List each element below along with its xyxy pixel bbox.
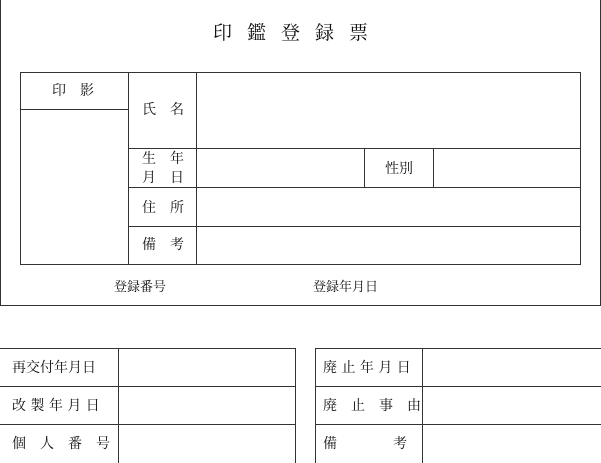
abolition-date-label: 廃 止 年 月 日 (323, 360, 411, 376)
birth-label-line1: 生 年 (142, 151, 184, 167)
birth-date-field[interactable] (197, 149, 364, 187)
gender-left-divider (364, 148, 365, 187)
address-label: 住 所 (142, 200, 184, 216)
abolition-reason-field[interactable] (423, 387, 601, 424)
abolition-date-field[interactable] (423, 349, 601, 386)
personal-number-field[interactable] (119, 425, 295, 463)
gender-field[interactable] (434, 149, 580, 187)
seal-impression-area[interactable] (21, 110, 127, 264)
address-field[interactable] (197, 188, 580, 226)
name-field[interactable] (197, 73, 580, 148)
reissue-date-field[interactable] (119, 349, 295, 386)
abolition-remarks-label: 備 考 (323, 436, 407, 452)
remake-date-label: 改 製 年 月 日 (12, 398, 100, 414)
remarks-label: 備 考 (142, 237, 184, 253)
abolition-remarks-field[interactable] (423, 425, 601, 463)
registration-number-label: 登録番号 (114, 280, 167, 295)
personal-number-label: 個 人 番 号 (12, 436, 110, 452)
gender-label: 性別 (385, 161, 413, 177)
reissue-date-label: 再交付年月日 (12, 360, 96, 376)
birth-label-line2: 月 日 (142, 170, 184, 186)
remarks-field[interactable] (197, 227, 580, 264)
name-label: 氏 名 (142, 102, 184, 118)
registration-date-label: 登録年月日 (313, 280, 379, 295)
remake-date-field[interactable] (119, 387, 295, 424)
seal-column-divider (128, 72, 129, 265)
page-title: 印鑑登録票 (213, 22, 384, 44)
seal-label: 印 影 (52, 83, 94, 99)
abolition-reason-label: 廃 止 事 由 (323, 398, 421, 414)
